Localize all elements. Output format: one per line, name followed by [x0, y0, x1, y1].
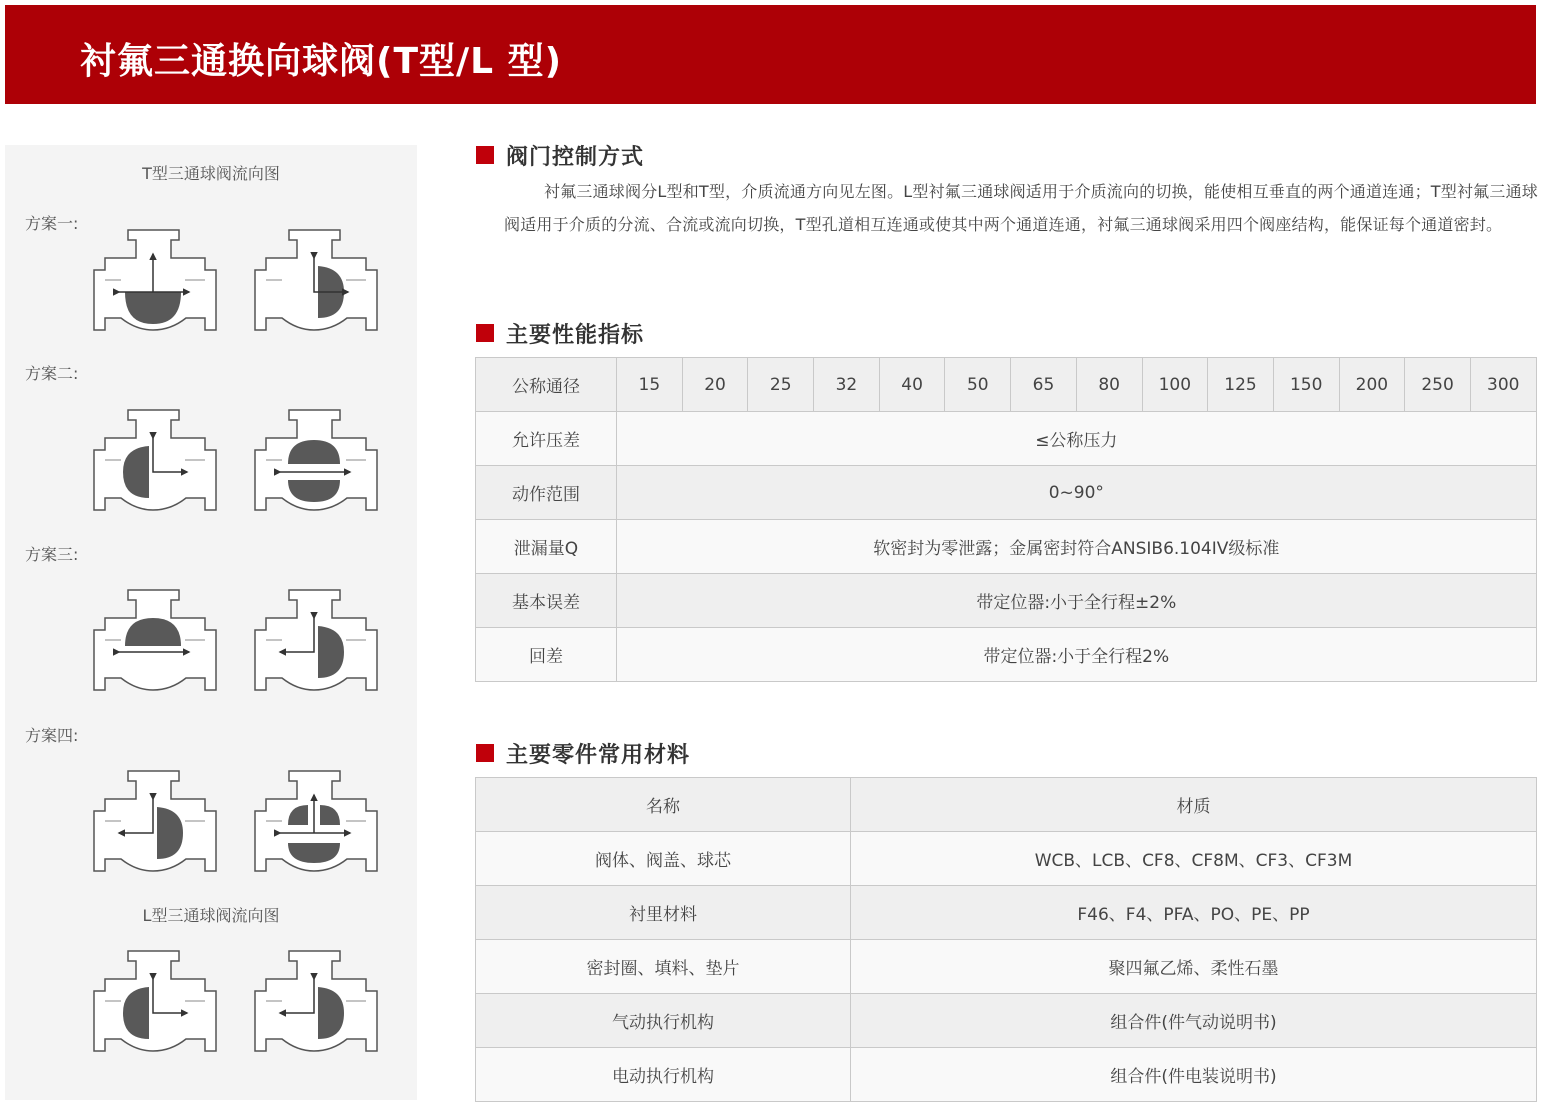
performance-heading: 主要性能指标 — [476, 320, 644, 346]
materials-heading: 主要零件常用材料 — [476, 740, 690, 766]
materials-table — [475, 777, 1537, 1102]
dn-value: 15 — [617, 358, 683, 412]
dn-value: 25 — [748, 358, 814, 412]
dn-value: 50 — [945, 358, 1011, 412]
heading-marker-icon — [476, 324, 494, 342]
row-value: 带定位器:小于全行程2% — [617, 628, 1537, 682]
part-name: 密封圈、填料、垫片 — [476, 940, 851, 994]
row-value: ≤公称压力 — [617, 412, 1537, 466]
dn-value: 40 — [879, 358, 945, 412]
part-material: 组合件(件电装说明书) — [851, 1048, 1537, 1102]
flow-diagram-panel — [5, 145, 417, 1100]
t-valve-flow-icon — [91, 588, 219, 692]
part-material: 聚四氟乙烯、柔性石墨 — [851, 940, 1537, 994]
l-diagram-title: L型三通球阀流向图 — [142, 906, 280, 925]
scheme-label-2: 方案二: — [25, 364, 79, 383]
heading-marker-icon — [476, 744, 494, 762]
t-valve-flow-icon — [252, 228, 380, 332]
table-row — [476, 940, 1537, 994]
dn-value: 150 — [1273, 358, 1339, 412]
row-value: 软密封为零泄露；金属密封符合ANSIB6.104IV级标准 — [617, 520, 1537, 574]
part-name: 衬里材料 — [476, 886, 851, 940]
table-row — [476, 574, 1537, 628]
dn-label: 公称通径 — [476, 358, 617, 412]
performance-table — [475, 357, 1537, 682]
part-material: WCB、LCB、CF8、CF8M、CF3、CF3M — [851, 832, 1537, 886]
scheme-label-3: 方案三: — [25, 545, 79, 564]
table-row — [476, 520, 1537, 574]
table-row — [476, 358, 1537, 412]
part-material: F46、F4、PFA、PO、PE、PP — [851, 886, 1537, 940]
t-valve-flow-icon — [91, 228, 219, 332]
table-row — [476, 994, 1537, 1048]
dn-value: 20 — [682, 358, 748, 412]
row-label: 动作范围 — [476, 466, 617, 520]
t-valve-flow-icon — [252, 588, 380, 692]
control-description: 衬氟三通球阀分L型和T型，介质流通方向见左图。L型衬氟三通球阀适用于介质流向的切换，能使相互垂直的两个通道连通；T型衬氟三通球阀适用于介质的分流、合流或流向切换，T型孔道相互连通或使其中两个通道连通，衬氟三通球阀采用四个阀座结构，能保证每个通道密封。 — [504, 182, 1538, 234]
dn-value: 125 — [1208, 358, 1274, 412]
dn-value: 300 — [1470, 358, 1536, 412]
table-row — [476, 778, 1537, 832]
table-row — [476, 412, 1537, 466]
l-valve-flow-icon — [252, 949, 380, 1053]
table-row — [476, 886, 1537, 940]
dn-value: 80 — [1076, 358, 1142, 412]
dn-value: 100 — [1142, 358, 1208, 412]
table-row — [476, 1048, 1537, 1102]
table-row — [476, 466, 1537, 520]
dn-value: 250 — [1405, 358, 1471, 412]
table-row — [476, 628, 1537, 682]
table-row — [476, 832, 1537, 886]
row-label: 允许压差 — [476, 412, 617, 466]
row-label: 回差 — [476, 628, 617, 682]
row-value: 带定位器:小于全行程±2% — [617, 574, 1537, 628]
col-material-header: 材质 — [851, 778, 1537, 832]
l-valve-flow-icon — [91, 949, 219, 1053]
part-name: 气动执行机构 — [476, 994, 851, 1048]
row-label: 基本误差 — [476, 574, 617, 628]
t-valve-flow-icon — [252, 408, 380, 512]
dn-value: 65 — [1011, 358, 1077, 412]
dn-value: 200 — [1339, 358, 1405, 412]
row-label: 泄漏量Q — [476, 520, 617, 574]
t-diagram-title: T型三通球阀流向图 — [142, 164, 280, 183]
dn-value: 32 — [814, 358, 880, 412]
t-valve-flow-icon — [252, 769, 380, 873]
part-name: 电动执行机构 — [476, 1048, 851, 1102]
part-material: 组合件(件气动说明书) — [851, 994, 1537, 1048]
control-heading: 阀门控制方式 — [476, 142, 644, 168]
t-valve-flow-icon — [91, 769, 219, 873]
part-name: 阀体、阀盖、球芯 — [476, 832, 851, 886]
col-name-header: 名称 — [476, 778, 851, 832]
heading-marker-icon — [476, 146, 494, 164]
row-value: 0~90° — [617, 466, 1537, 520]
title-banner — [5, 5, 1536, 104]
scheme-label-4: 方案四: — [25, 726, 79, 745]
page-title: 衬氟三通换向球阀(T型/L 型) — [80, 41, 563, 82]
t-valve-flow-icon — [91, 408, 219, 512]
scheme-label-1: 方案一: — [25, 214, 79, 233]
